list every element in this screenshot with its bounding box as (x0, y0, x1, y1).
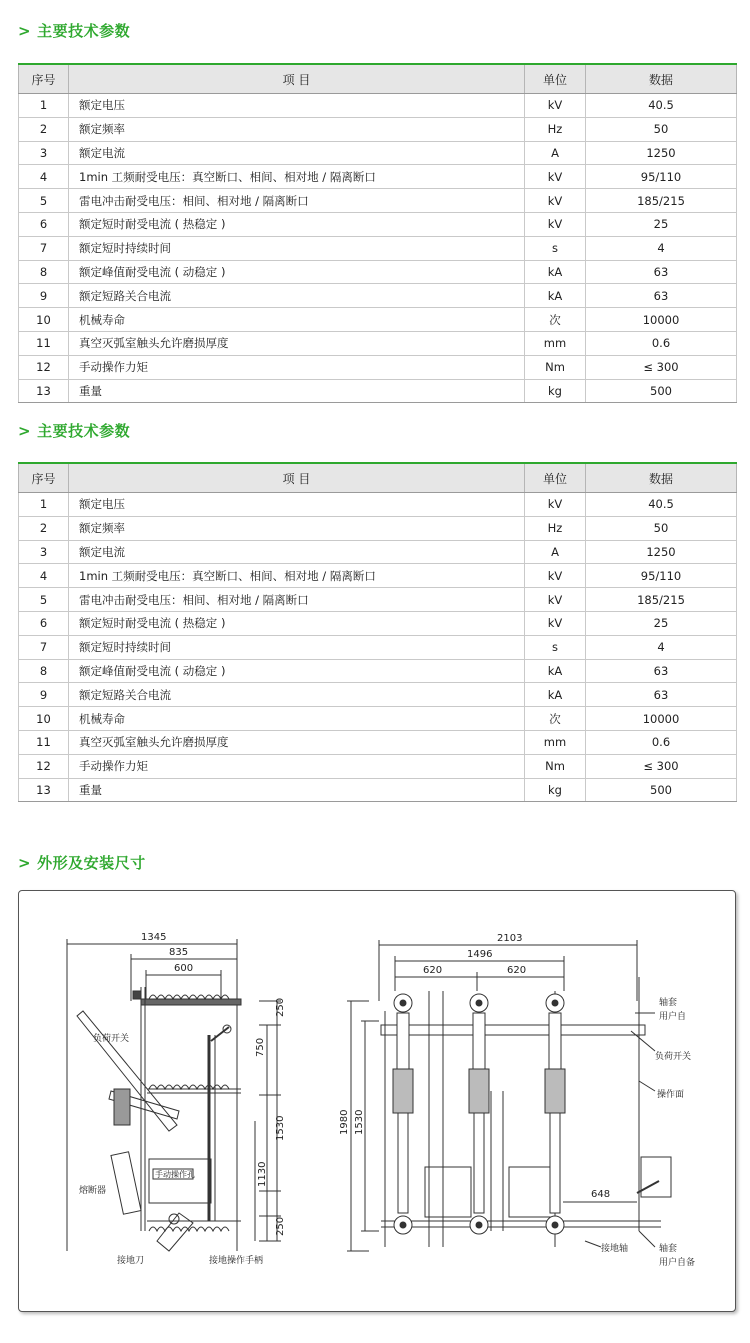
cell-item: 真空灭弧室触头允许磨损厚度 (69, 730, 525, 754)
table-row (19, 754, 737, 778)
cell-item: 额定短路关合电流 (69, 284, 525, 308)
cell-unit: kV (525, 212, 586, 236)
cell-value: 4 (586, 236, 737, 260)
cell-no: 9 (19, 683, 69, 707)
cell-unit: A (525, 141, 586, 165)
table-row (19, 588, 737, 612)
table-row (19, 564, 737, 588)
cell-value: 63 (586, 260, 737, 284)
pole-a (393, 994, 413, 1234)
cell-item: 手动操作力矩 (69, 355, 525, 379)
table-row (19, 236, 737, 260)
cell-no: 4 (19, 165, 69, 189)
cell-no: 1 (19, 493, 69, 517)
dim-648: 648 (591, 1189, 611, 1200)
dim-250-top: 250 (275, 997, 286, 1017)
table-header-row (19, 64, 737, 94)
cell-value: 63 (586, 659, 737, 683)
cell-no: 7 (19, 236, 69, 260)
dim-750: 750 (255, 1037, 266, 1057)
chevron-icon: > (18, 22, 32, 40)
dim-1345: 1345 (141, 932, 167, 943)
table-row (19, 683, 737, 707)
cell-value: 0.6 (586, 730, 737, 754)
table-row (19, 707, 737, 731)
table-row (19, 141, 737, 165)
dim-620-a: 620 (423, 965, 443, 976)
cell-item: 机械寿命 (69, 707, 525, 731)
cell-no: 13 (19, 778, 69, 802)
cell-unit: kV (525, 611, 586, 635)
section-title-dims (18, 852, 146, 873)
cell-value: 63 (586, 683, 737, 707)
cell-item: 重量 (69, 778, 525, 802)
label-user-bottom: 用户自备 (659, 1258, 696, 1268)
cell-value: ≤ 300 (586, 355, 737, 379)
cell-unit: mm (525, 331, 586, 355)
dimension-drawing (19, 891, 735, 1311)
table-row (19, 778, 737, 802)
table-row (19, 165, 737, 189)
cell-no: 3 (19, 141, 69, 165)
header-value: 数据 (586, 463, 737, 493)
cell-no: 10 (19, 707, 69, 731)
label-load-switch-right: 负荷开关 (655, 1052, 692, 1062)
cell-unit: kg (525, 379, 586, 403)
dim-2103: 2103 (497, 933, 523, 944)
cell-item: 1min 工频耐受电压：真空断口、相间、相对地 / 隔离断口 (69, 165, 525, 189)
cell-no: 2 (19, 516, 69, 540)
cell-no: 3 (19, 540, 69, 564)
cell-item: 额定电流 (69, 141, 525, 165)
section-title-text: 主要技术参数 (37, 22, 131, 40)
cell-item: 真空灭弧室触头允许磨损厚度 (69, 331, 525, 355)
left-view (67, 939, 281, 1251)
cell-item: 额定短时耐受电流 ( 热稳定 ) (69, 611, 525, 635)
cell-unit: Hz (525, 516, 586, 540)
cell-no: 9 (19, 284, 69, 308)
cell-no: 12 (19, 355, 69, 379)
cell-no: 6 (19, 611, 69, 635)
header-unit: 单位 (525, 64, 586, 94)
cell-no: 5 (19, 588, 69, 612)
cell-unit: 次 (525, 308, 586, 332)
cell-no: 8 (19, 260, 69, 284)
cell-unit: Nm (525, 355, 586, 379)
cell-item: 额定电压 (69, 94, 525, 118)
dim-1530-right: 1530 (354, 1109, 365, 1135)
spec-table-1 (18, 63, 737, 403)
cell-no: 7 (19, 635, 69, 659)
label-earth-knife: 接地刀 (117, 1256, 145, 1266)
table-row (19, 516, 737, 540)
cell-no: 8 (19, 659, 69, 683)
section-title-text: 主要技术参数 (37, 422, 131, 440)
cell-no: 10 (19, 308, 69, 332)
cell-item: 额定峰值耐受电流 ( 动稳定 ) (69, 260, 525, 284)
cell-value: 4 (586, 635, 737, 659)
table-row (19, 635, 737, 659)
chevron-icon: > (18, 422, 32, 440)
dim-1130: 1130 (257, 1161, 268, 1187)
cell-value: 500 (586, 379, 737, 403)
cell-unit: kV (525, 588, 586, 612)
cell-item: 1min 工频耐受电压：真空断口、相间、相对地 / 隔离断口 (69, 564, 525, 588)
cell-unit: s (525, 236, 586, 260)
cell-unit: kA (525, 260, 586, 284)
label-earth-handle: 接地操作手柄 (209, 1256, 264, 1266)
cell-item: 额定短路关合电流 (69, 683, 525, 707)
label-fuse: 熔断器 (79, 1186, 107, 1196)
cell-unit: A (525, 540, 586, 564)
table-row (19, 117, 737, 141)
cell-item: 重量 (69, 379, 525, 403)
dim-600: 600 (174, 963, 194, 974)
cell-value: 50 (586, 516, 737, 540)
cell-unit: mm (525, 730, 586, 754)
cell-no: 5 (19, 189, 69, 213)
cell-no: 13 (19, 379, 69, 403)
cell-unit: 次 (525, 707, 586, 731)
cell-value: 10000 (586, 707, 737, 731)
cell-unit: Hz (525, 117, 586, 141)
cell-item: 额定峰值耐受电流 ( 动稳定 ) (69, 659, 525, 683)
cell-item: 额定频率 (69, 516, 525, 540)
cell-no: 11 (19, 331, 69, 355)
cell-unit: kV (525, 493, 586, 517)
chevron-icon: > (18, 854, 32, 872)
cell-unit: kV (525, 94, 586, 118)
cell-unit: kV (525, 564, 586, 588)
section-title-spec-2 (18, 420, 130, 441)
cell-value: 40.5 (586, 94, 737, 118)
cell-value: 185/215 (586, 189, 737, 213)
table-row (19, 284, 737, 308)
label-earth-shaft: 接地轴 (601, 1244, 629, 1254)
cell-item: 额定短时持续时间 (69, 236, 525, 260)
cell-item: 额定频率 (69, 117, 525, 141)
cell-value: 500 (586, 778, 737, 802)
cell-item: 雷电冲击耐受电压：相间、相对地 / 隔离断口 (69, 189, 525, 213)
dim-1530-left: 1530 (275, 1115, 286, 1141)
cell-value: 1250 (586, 540, 737, 564)
table-row (19, 493, 737, 517)
cell-unit: kV (525, 189, 586, 213)
table-row (19, 260, 737, 284)
cell-value: ≤ 300 (586, 754, 737, 778)
dimension-drawing-panel (18, 890, 736, 1312)
cell-value: 1250 (586, 141, 737, 165)
cell-value: 0.6 (586, 331, 737, 355)
cell-unit: kA (525, 284, 586, 308)
label-manual-hole: 手动操作孔 (155, 1170, 195, 1179)
spec-table-2 (18, 462, 737, 802)
cell-no: 12 (19, 754, 69, 778)
cell-no: 6 (19, 212, 69, 236)
label-load-switch-left: 负荷开关 (93, 1034, 130, 1044)
table-row (19, 189, 737, 213)
table-row (19, 730, 737, 754)
cell-value: 25 (586, 611, 737, 635)
table-row (19, 212, 737, 236)
cell-unit: kg (525, 778, 586, 802)
cell-unit: kA (525, 659, 586, 683)
table-row (19, 540, 737, 564)
cell-item: 额定短时耐受电流 ( 热稳定 ) (69, 212, 525, 236)
header-unit: 单位 (525, 463, 586, 493)
header-item: 项 目 (69, 64, 525, 94)
dim-1496: 1496 (467, 949, 493, 960)
table-row (19, 611, 737, 635)
cell-no: 11 (19, 730, 69, 754)
dim-835: 835 (169, 947, 189, 958)
cell-no: 1 (19, 94, 69, 118)
cell-value: 25 (586, 212, 737, 236)
table-row (19, 355, 737, 379)
cell-item: 额定短时持续时间 (69, 635, 525, 659)
table-row (19, 308, 737, 332)
label-bushing-top: 轴套 (659, 998, 678, 1008)
header-no: 序号 (19, 463, 69, 493)
cell-no: 2 (19, 117, 69, 141)
cell-item: 额定电流 (69, 540, 525, 564)
table-row (19, 659, 737, 683)
table-row (19, 94, 737, 118)
cell-item: 手动操作力矩 (69, 754, 525, 778)
cell-value: 95/110 (586, 165, 737, 189)
header-value: 数据 (586, 64, 737, 94)
label-operation-face: 操作面 (657, 1090, 685, 1100)
table-row (19, 379, 737, 403)
header-item: 项 目 (69, 463, 525, 493)
section-title-text: 外形及安装尺寸 (37, 854, 146, 872)
header-no: 序号 (19, 64, 69, 94)
cell-unit: s (525, 635, 586, 659)
section-title-spec-1 (18, 20, 130, 41)
cell-item: 额定电压 (69, 493, 525, 517)
label-bushing-bottom: 轴套 (659, 1244, 678, 1254)
cell-no: 4 (19, 564, 69, 588)
cell-unit: Nm (525, 754, 586, 778)
dim-250-bottom: 250 (275, 1216, 286, 1236)
cell-value: 185/215 (586, 588, 737, 612)
dim-1980: 1980 (339, 1109, 350, 1135)
cell-unit: kV (525, 165, 586, 189)
table-header-row (19, 463, 737, 493)
label-user-top: 用户自 (659, 1012, 687, 1022)
pole-c (545, 994, 565, 1234)
pole-assemblies (393, 994, 565, 1234)
cell-item: 雷电冲击耐受电压：相间、相对地 / 隔离断口 (69, 588, 525, 612)
cell-item: 机械寿命 (69, 308, 525, 332)
cell-value: 50 (586, 117, 737, 141)
cell-value: 40.5 (586, 493, 737, 517)
pole-b (469, 994, 489, 1234)
cell-value: 63 (586, 284, 737, 308)
dim-620-b: 620 (507, 965, 527, 976)
cell-value: 10000 (586, 308, 737, 332)
table-row (19, 331, 737, 355)
cell-unit: kA (525, 683, 586, 707)
cell-value: 95/110 (586, 564, 737, 588)
